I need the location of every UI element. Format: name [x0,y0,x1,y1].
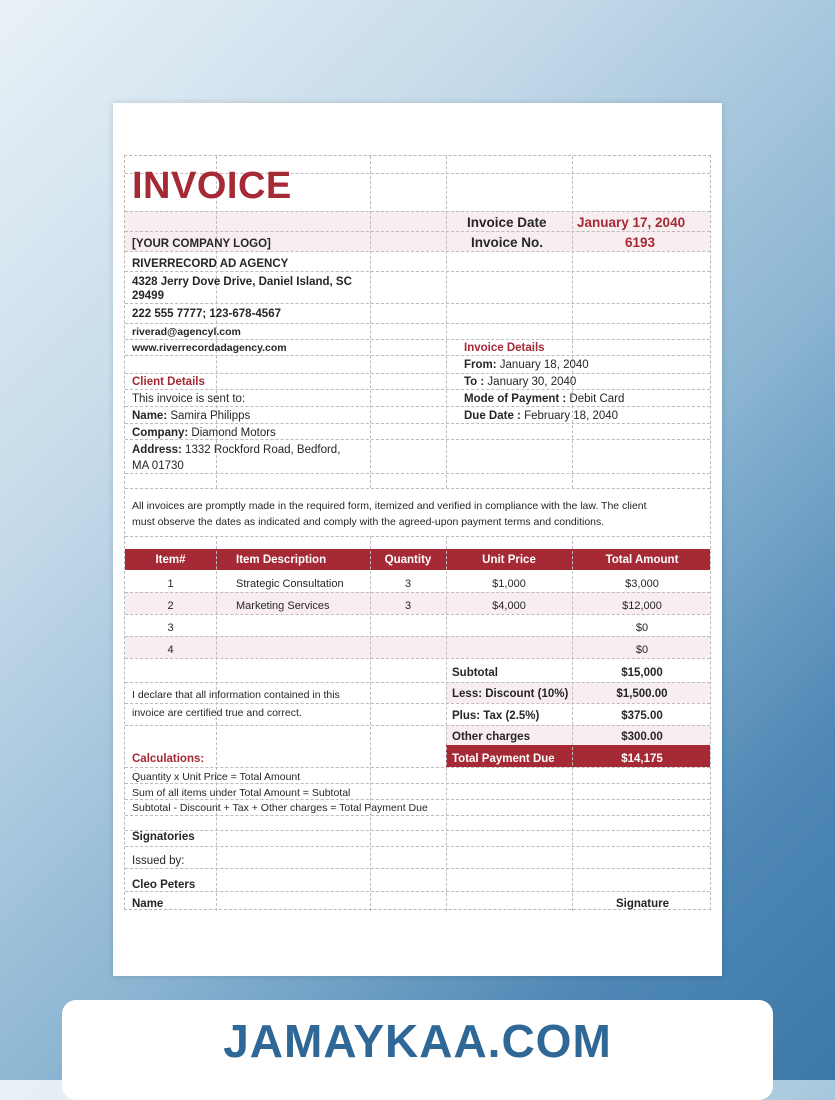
client-name-value: Samira Philipps [167,410,251,422]
column-header-total: Total Amount [605,554,679,566]
declaration-line: I declare that all information contained in this [132,689,340,701]
calculations-heading: Calculations: [132,753,205,765]
details-to-value: January 30, 2040 [484,376,577,388]
signatories-heading: Signatories [132,831,195,843]
invoice-date-value: January 17, 2040 [577,215,686,230]
column-header-quantity: Quantity [384,554,432,566]
column-header-description: Item Description [236,554,327,566]
subtotal-label: Subtotal [452,667,498,679]
total-due-value: $14,175 [621,753,663,765]
tax-value: $375.00 [621,710,663,722]
details-from-value: January 18, 2040 [496,359,589,371]
details-mode-label: Mode of Payment : [464,393,567,405]
column-header-unit-price: Unit Price [482,554,536,566]
client-intro: This invoice is sent to: [132,393,246,405]
company-name: RIVERRECORD AD AGENCY [132,258,289,270]
row-total: $3,000 [625,578,659,590]
details-due-value: February 18, 2040 [520,410,619,422]
brand-footer [62,1000,773,1100]
details-from [464,358,589,372]
invoice-title: INVOICE [132,165,292,207]
company-address-zip: 29499 [132,290,164,302]
client-address-label: Address: [132,444,182,456]
other-charges-value: $300.00 [621,731,663,743]
client-address-value: 1332 Rockford Road, Bedford, [181,444,341,456]
details-due-date [464,409,618,423]
row-unit-price: $4,000 [492,600,526,612]
company-phone: 222 555 7777; 123-678-4567 [132,308,281,320]
row-total: $12,000 [622,600,662,612]
row-description: Marketing Services [236,600,330,612]
row-item-number: 2 [167,600,174,612]
terms-notice-line: must observe the dates as indicated and comply with the agreed-upon payment terms and conditions. [132,516,605,528]
signature-label: Signature [616,898,670,910]
other-charges-label: Other charges [452,731,530,743]
invoice-date-label: Invoice Date [467,215,547,230]
discount-label: Less: Discount (10%) [452,688,569,700]
issued-by-label: Issued by: [132,855,185,867]
row-quantity: 3 [404,600,412,612]
name-label: Name [132,898,164,910]
row-item-number: 4 [167,644,174,656]
invoice-grid [124,155,711,910]
details-due-label: Due Date : [464,410,521,422]
total-due-label: Total Payment Due [452,753,555,765]
client-address [132,443,340,457]
client-company-value: Diamond Motors [188,427,276,439]
details-to-label: To : [464,376,485,388]
details-to [464,375,576,389]
subtotal-value: $15,000 [621,667,663,679]
invoice-details-heading: Invoice Details [464,342,545,354]
client-name [132,409,250,423]
company-email: riverad@agencyl.com [132,326,241,338]
column-header-item: Item# [155,554,186,566]
company-address: 4328 Jerry Dove Drive, Daniel Island, SC [132,276,352,288]
client-company-label: Company: [132,427,189,439]
invoice-no-value: 6193 [625,235,656,250]
details-from-label: From: [464,359,497,371]
row-quantity: 3 [404,578,412,590]
signatory-person: Cleo Peters [132,879,196,891]
company-logo-placeholder: [YOUR COMPANY LOGO] [132,238,271,250]
terms-notice-line: All invoices are promptly made in the required form, itemized and verified in compliance with the law. The client [132,500,647,512]
row-total: $0 [635,644,649,656]
company-website: www.riverrecordadagency.com [132,342,287,354]
client-details-heading: Client Details [132,376,205,388]
row-total: $0 [635,622,649,634]
row-item-number: 1 [167,578,174,590]
details-payment-mode [464,392,624,406]
declaration-line: invoice are certified true and correct. [132,707,302,719]
client-name-label: Name: [132,410,168,422]
client-company [132,426,276,440]
brand-logo-text: JAMAYKAA.COM [223,1015,612,1067]
invoice-no-label: Invoice No. [471,235,544,250]
row-item-number: 3 [167,622,174,634]
row-description: Strategic Consultation [236,578,344,590]
details-mode-value: Debit Card [566,393,625,405]
client-address-line2: MA 01730 [132,460,184,472]
discount-value: $1,500.00 [616,688,668,700]
invoice-sheet [113,103,722,976]
row-unit-price: $1,000 [492,578,526,590]
calculation-line: Subtotal - Discount + Tax + Other charges = Total Payment Due [132,802,428,814]
tax-label: Plus: Tax (2.5%) [452,710,540,722]
calculation-line: Quantity x Unit Price = Total Amount [132,771,301,783]
calculation-line: Sum of all items under Total Amount = Subtotal [132,787,351,799]
